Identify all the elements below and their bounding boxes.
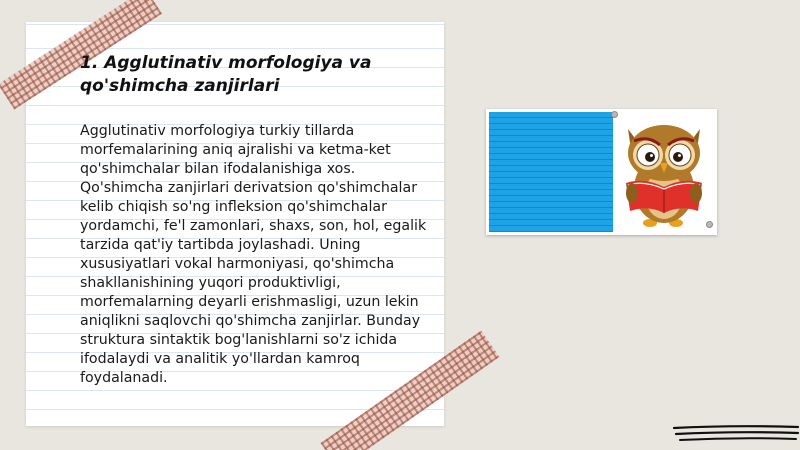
owl-reading-book-icon (614, 111, 714, 233)
pin-top-icon (611, 111, 618, 118)
owl-illustration-card (486, 109, 717, 235)
slide-title: 1. Agglutinativ morfologiya va qo'shimcha zanjirlari (80, 53, 372, 96)
slide-body-text: Agglutinativ morfologiya turkiy tillarda morfemalarining aniq ajralishi va ketma-ket qo'shimchalar bilan ifodalanishiga xos. Qo'shimcha zanjirlari derivatsion qo'shimchalar kelib chiqish so'ng infleksion qo'shimchalar yordamchi, fe'l zamonlari, shaxs, son, hol, egalik tarzida qat'iy tartibda joylashadi. Uning xususiyatlari vokal harmoniyasi, qo'shimcha shakllanishining yuqori produktivligi, morfemalarning deyarli erishmasligi, uzun lekin aniqlikni saqlovchi qo'shimcha zanjirlar. Bunday struktura sintaktik bog'lanishlarni so'z ichida ifodalaydi va analitik yo'llardan kamroq foydalanadi. (80, 123, 427, 386)
decorative-lines (672, 420, 800, 450)
blue-text-panel (489, 112, 613, 232)
pin-bottom-icon (706, 221, 713, 228)
